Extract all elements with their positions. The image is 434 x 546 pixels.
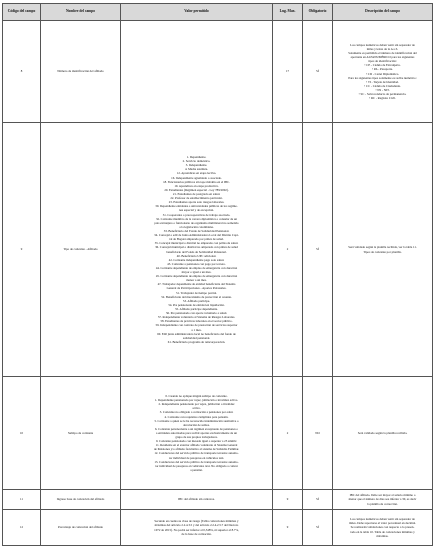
allowed-values-cell <box>121 510 273 546</box>
field-name-cell: Subtipo de cotizante <box>41 377 121 490</box>
allowed-value-line: 42. Cotizante independiente pago solo salud. <box>168 257 225 262</box>
allowed-value-line: 54. Pre pensionado de entidad en liquidación. <box>168 302 225 307</box>
allowed-value-line: General de Participaciones - Aportes Patronales. <box>166 286 227 291</box>
allowed-value-line: a 1 mes. <box>191 327 202 332</box>
header-allowed-value: Valor permitido <box>121 4 273 21</box>
allowed-value-line: 56. Pre pensionado con aporte voluntario a salud. <box>165 311 228 316</box>
allowed-value-line: 2. Independiente pensionado por vejez, jubilación o invalidez <box>158 402 235 407</box>
required-cell: SÍ <box>303 510 333 546</box>
allowed-value-line: 22. Profesor de establecimiento particular. <box>170 196 223 201</box>
allowed-value-line: 9. Cotizante pensionado con mesada igual o superior a 25 smmlv. <box>155 439 238 444</box>
allowed-value-line: a pensión. <box>190 467 203 472</box>
allowed-value-line: 47. Trabajador dependiente de entidad beneficiaria del Sistema <box>157 282 236 287</box>
description-line: Se realizarán validaciones con respecto a lo presen- <box>350 525 415 530</box>
required-cell: NO <box>303 377 333 490</box>
allowed-value-line: tor individual de pasajeros en vehículos taxi. No obligado a cotizar <box>155 463 238 468</box>
allowed-value-line: 1072 de 2015). No podrá ser inferior al 0,348%, ni superior al 8.7%, <box>154 527 239 532</box>
table-row <box>3 21 433 123</box>
allowed-value-line: de Pensiones y/o afiliado facultativo al sistema de Subsidio Familiar. <box>153 447 240 452</box>
description-line: IBC del afiliado. Debe ser mayor al salario mínimo o <box>349 493 416 498</box>
allowed-value-line: 21. Estudiantes de postgrado en salud. <box>172 191 221 196</box>
allowed-value-line: 1. Dependiente pensionado por vejez, jubilación o invalidez activo. <box>154 398 239 403</box>
description-line: • CC - Cédula de Ciudadanía. <box>364 83 401 88</box>
allowed-value-line: 59. Independiente con contrato de prestación de servicios superior <box>155 323 238 328</box>
allowed-values-cell <box>121 490 273 510</box>
allowed-value-line: 52. Beneficiario del mecanismo de protección al cesante. <box>161 294 232 299</box>
table-row <box>3 510 433 546</box>
table-row <box>3 377 433 490</box>
description-line: miles. Debe reportarse el valor porcentual en decimal. <box>349 521 416 526</box>
allowed-value-line: grupo de sus propios trabajadores. <box>175 435 218 440</box>
allowed-value-line: 12. Aprendices en etapa lectiva. <box>176 171 217 176</box>
allowed-value-line: 6. Cotizante perteneciente a un régimen exceptuado de pensiones o <box>155 426 238 431</box>
allowed-value-line: nes especial y de excepción. <box>179 208 214 213</box>
description-line: Los campos numéricos deben venir sin separador de <box>350 42 415 47</box>
required-cell: SÍ <box>303 123 333 377</box>
allowed-value-line: 23. Estudiantes aporte solo riesgos laborales. <box>168 200 225 205</box>
description-line: • PA - Pasaporte. <box>372 67 393 72</box>
table-header-row <box>3 4 433 21</box>
field-name-cell: Porcentaje de cotización del afiliado <box>41 510 121 546</box>
field-code-cell: 10 <box>3 377 41 490</box>
allowed-value-line: 45. Cotizante dependiente de empleo de emergencia con duración <box>155 274 238 279</box>
description-line: • NS - NIT. <box>375 87 390 92</box>
header-description: Descripción del campo <box>333 4 433 21</box>
description-line: • SC - Salvoconducto de permanencia. <box>358 92 407 97</box>
description-line: tipos de identificación: <box>368 59 397 64</box>
allowed-value-line: 16. Independiente agremiado o asociado. <box>171 175 222 180</box>
description-cell <box>333 490 433 510</box>
field-name-cell: Número de identificación del afiliado <box>41 21 121 123</box>
header-code: Código del campo <box>3 4 41 21</box>
max-length-cell: 9 <box>273 490 303 510</box>
description-line: • TI - Tarjeta de Identidad. <box>366 79 399 84</box>
header-field-name: Nombre del campo <box>41 4 121 21</box>
allowed-value-line: máximas del artículo 2.2.4.3.5 y del artículo 2.2.4.2.5.7 del Decreto <box>154 523 239 528</box>
allowed-values-cell <box>121 21 273 123</box>
allowed-value-line: 36. Concejal municipal o distrital no amparado con póliza de salud <box>155 245 238 250</box>
max-length-cell: 17 <box>273 21 303 123</box>
description-line: Será validado según la planilla recibida. <box>357 430 408 435</box>
allowed-value-line: 2. Servicio doméstico. <box>182 159 211 164</box>
allowed-value-line: 0. Cuando no aplique ningún subtipo de cotizante. <box>165 393 228 398</box>
field-code-cell: 8 <box>3 21 41 123</box>
header-max-length: Lug. Max. <box>273 4 303 21</box>
description-line: miles y letras de la A a Z. <box>366 46 399 51</box>
description-cell <box>333 21 433 123</box>
allowed-value-line: 19. Aprendices en etapa productiva. <box>174 183 219 188</box>
allowed-value-line: 3. Cotizante no obligado a cotización a pensiones por edad. <box>159 410 234 415</box>
allowed-value-line: 12. Conductores del servicio público de transporte terrestre automo- <box>154 451 239 456</box>
description-cell <box>333 510 433 546</box>
allowed-value-line: solidaridad pensional. <box>182 335 211 340</box>
allowed-value-line: 34. Concejal o edil de Junta Administradora Local del Distrito Capi- <box>154 233 239 238</box>
description-line: aportante en ALFANUMÉRICO para los siguientes <box>350 55 415 60</box>
field-code-cell: 11 <box>3 490 41 510</box>
max-length-cell: 2 <box>273 123 303 377</box>
allowed-value-line: 35. Concejal municipal o distrital no amparado con póliza de salud. <box>154 241 239 246</box>
allowed-value-line: beneficiario del Fondo de Solidaridad Pensional. <box>166 249 227 254</box>
allowed-value-line: a entidades autorizadas para recibir aportes exclusivamente de un <box>156 430 237 435</box>
description-line: • RC - Registro Civil. <box>369 96 396 101</box>
allowed-value-line: 43. Cotizante a pensiones con pago por tercero. <box>167 261 226 266</box>
allowed-value-line: 20. Estudiantes (Régimen especial - Ley 789/2002). <box>164 187 229 192</box>
allowed-value-line: 33. Beneficiario del Fondo de Solidaridad Pensional. <box>163 228 230 233</box>
description-line: máximas. <box>376 533 389 538</box>
allowed-value-line: Secundo en cuenta su clase de riesgo (Tabla cotizaciones mínimas y <box>154 519 239 524</box>
field-definitions-table <box>2 3 433 546</box>
description-line: Los campos numéricos deben venir sin separador de <box>350 517 415 522</box>
table-row <box>3 123 433 377</box>
description-line: la planilla de corrección. <box>367 501 398 506</box>
description-line: • CD - Carné Diplomático. <box>365 71 400 76</box>
allowed-value-line: 1. Dependiente. <box>186 154 207 159</box>
allowed-value-line: 4. Madre sustituta. <box>184 167 209 172</box>
allowed-value-line: tal de Bogotá amparado por póliza de salud. <box>169 237 224 242</box>
allowed-values-cell <box>121 377 273 490</box>
allowed-value-line: 51. Trabajador de tiempo parcial. <box>175 290 218 295</box>
allowed-value-line: 30. Dependiente entidades o universidades públicas de los regíme- <box>155 204 238 209</box>
description-cell <box>333 123 433 377</box>
allowed-value-line: país extranjero o funcionario de organismo multilateral no sometido <box>154 220 239 225</box>
allowed-value-line: devolución de saldos. <box>183 422 210 427</box>
allowed-value-line: 58. Estudiantes de prácticas laborales en el sector público. <box>160 319 233 324</box>
allowed-value-line: 40. Beneficiario UPC adicional. <box>176 253 217 258</box>
allowed-value-line: IBC del afiliado sin centavos. <box>178 497 215 502</box>
allowed-value-line: 53. Afiliado partícipe. <box>182 298 211 303</box>
description-line: Solamente es permitido el número de identificación del <box>348 50 417 55</box>
allowed-value-line: 57. Independiente voluntario al Sistema de Riesgos Laborales. <box>157 315 236 320</box>
allowed-value-line: 18. Funcionarios públicos sin tope máximo en el IBC. <box>163 179 230 184</box>
allowed-value-line: 3. Independiente. <box>185 163 208 168</box>
allowed-value-line: 60. Edil junta administradora local no beneficiario del fondo de <box>157 331 236 336</box>
allowed-value-line: a la legislación colombiana. <box>179 224 214 229</box>
allowed-value-line: menor a un mes. <box>186 278 207 283</box>
description-line: • CE - Cédula de Extranjería. <box>364 63 401 68</box>
field-name-cell: Tipo de cotizante - Afiliado <box>41 123 121 377</box>
description-line: menor que el número de días sea inferior a 30, es decir <box>348 497 417 502</box>
allowed-value-line: 31. Cooperados o precooperativas de trabajo asociado. <box>162 212 231 217</box>
description-line: Tipos de cotizante por planilla. <box>363 249 402 254</box>
allowed-values-cell <box>121 123 273 377</box>
allowed-value-line: 55. Afiliado partícipe dependiente. <box>175 307 218 312</box>
allowed-value-line: mayor o igual a un mes. <box>181 270 212 275</box>
max-length-cell: 9 <box>273 510 303 546</box>
required-cell: SÍ <box>303 21 333 123</box>
description-line: Será validado según la planilla recibida, ver la tabla 11. <box>348 245 417 250</box>
field-code-cell: 12 <box>3 510 41 546</box>
header-required: Obligatorio <box>303 4 333 21</box>
field-code-cell: 9 <box>3 123 41 377</box>
table-row <box>3 490 433 510</box>
max-length-cell: 2 <box>273 377 303 490</box>
allowed-value-line: 11. Residente en el exterior afiliado voluntario al Sistema General <box>155 443 238 448</box>
allowed-value-line: 61. Beneficiario programa de reincorporación. <box>167 339 226 344</box>
allowed-value-line: 32. Cotizante miembro de la carrera diplomática o consular de un <box>155 216 237 221</box>
allowed-value-line: activo. <box>192 406 201 411</box>
description-cell <box>333 377 433 490</box>
allowed-value-line: 5. Cotizante a quien se le ha reconocido indemnización sustitutiva o <box>154 418 239 423</box>
allowed-value-line: 4. Cotizante con requisitos cumplidos para pensión. <box>164 414 229 419</box>
description-line: tado en la tabla 10. Tabla de cotizaciones mínimas y <box>350 529 415 534</box>
allowed-value-line: 44. Cotizante dependiente de empleo de emergencia con duración <box>155 265 238 270</box>
allowed-value-line: 13. Conductores del servicio público de transporte terrestre automo- <box>154 459 239 464</box>
field-name-cell: Ingreso base de cotización del afiliado <box>41 490 121 510</box>
description-line: Para los siguientes tipos solamente es recibe numérico: <box>348 75 417 80</box>
allowed-value-line: de la base de cotización. <box>181 531 212 536</box>
allowed-value-line: tor individual de pasajeros en vehículos taxi. <box>168 455 225 460</box>
required-cell: SÍ <box>303 490 333 510</box>
